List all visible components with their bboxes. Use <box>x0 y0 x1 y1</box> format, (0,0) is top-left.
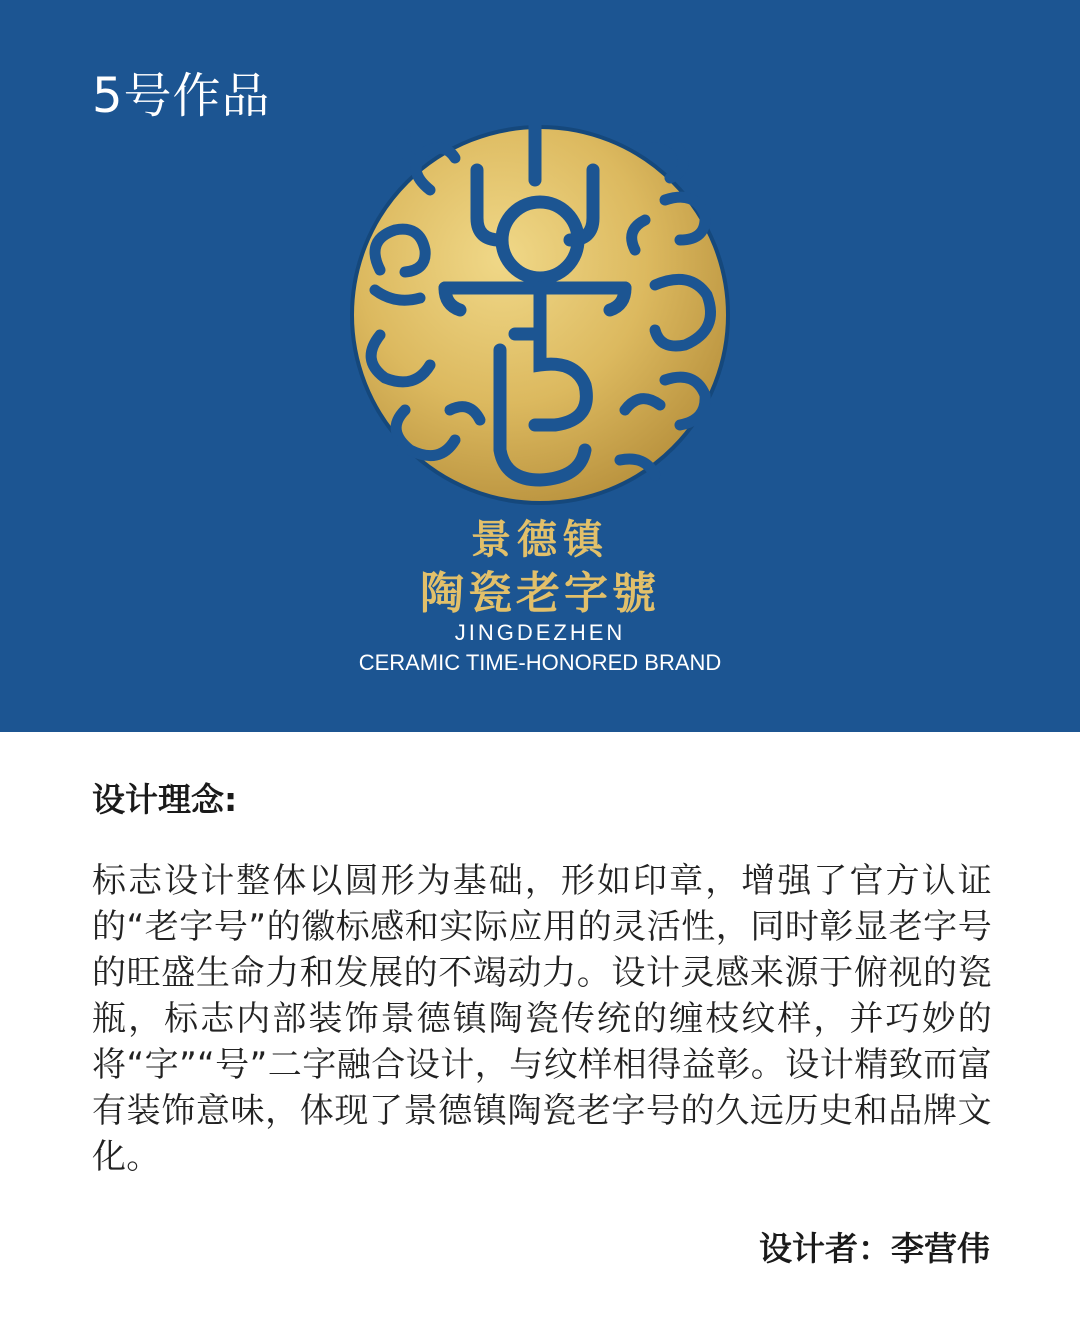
designer-credit: 设计者：李营伟 <box>759 1229 990 1268</box>
concept-heading: 设计理念: <box>92 780 238 819</box>
entry-title: 5号作品 <box>92 68 271 124</box>
concept-body: 标志设计整体以圆形为基础，形如印章，增强了官方认证的“老字号”的徽标感和实际应用的灵活性，同时彰显老字号的旺盛生命力和发展的不竭动力。设计灵感来源于俯视的瓷瓶，标志内部装饰景德镇陶瓷传统的缠枝纹样，并巧妙的将“字”“号”二字融合设计，与纹样相得益彰。设计精致而富有装饰意味，体现了景德镇陶瓷老字号的久远历史和品牌文化。 <box>92 861 992 1177</box>
brand-name-english-line1: JINGDEZHEN <box>454 620 626 645</box>
brand-name-english-line2: CERAMIC TIME-HONORED BRAND <box>358 650 722 675</box>
seal-emblem-icon <box>335 120 745 510</box>
brand-name-chinese-line2: 陶瓷老字號 <box>420 568 660 619</box>
brand-name-chinese-line1: 景德镇 <box>471 516 609 563</box>
